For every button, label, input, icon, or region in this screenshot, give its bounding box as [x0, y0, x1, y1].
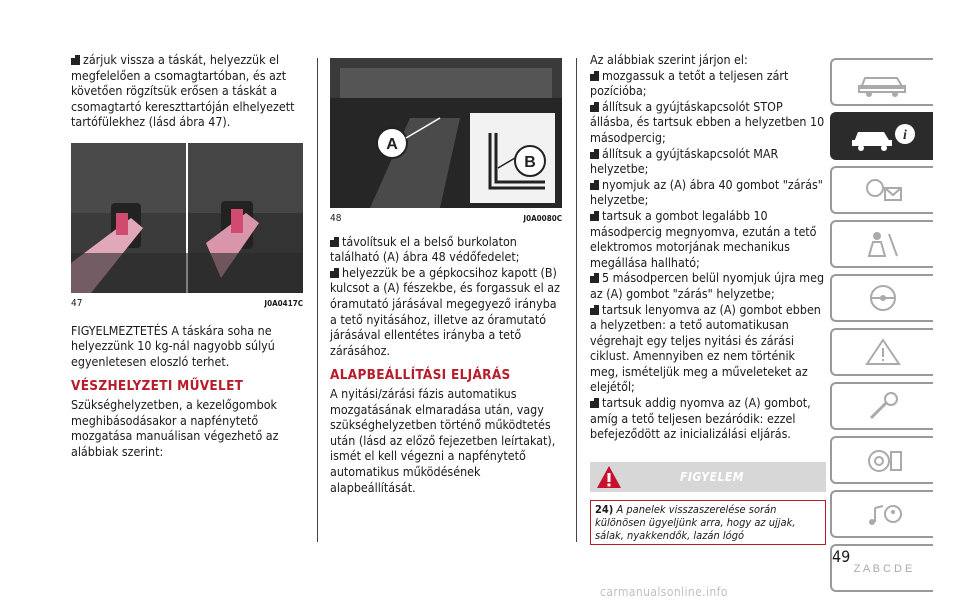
figure-48 — [330, 58, 562, 227]
tab-car-info[interactable] — [830, 112, 933, 160]
list-item: 5 másodpercen belül nyomjuk újra meg az (A) gombot "zárás" helyzetbe; — [590, 270, 825, 301]
bullet-icon — [590, 102, 599, 112]
column-1 — [71, 52, 303, 459]
column-divider-1 — [317, 58, 318, 542]
figure-image — [330, 58, 562, 208]
callout-a: A — [386, 136, 398, 153]
bag-strap-photo — [71, 143, 303, 293]
tab-multimedia[interactable] — [830, 490, 933, 538]
tab-warning-lights[interactable] — [830, 166, 933, 214]
figure-image — [71, 143, 303, 293]
tab-driving[interactable] — [830, 274, 933, 322]
bullet-icon — [330, 268, 339, 278]
figure-code: J0A0080C — [523, 214, 562, 223]
bullet-icon — [71, 55, 80, 65]
section-heading: ALAPBEÁLLÍTÁSI ELJÁRÁS — [330, 367, 511, 384]
bullet-icon — [590, 305, 599, 315]
paragraph: Az alábbiak szerint járjon el: — [590, 52, 748, 67]
chapter-sidebar — [830, 58, 933, 598]
svg-text:Z A B C D E: Z A B C D E — [853, 563, 912, 575]
warning-header — [590, 462, 826, 492]
breakdown-icon — [853, 336, 913, 368]
figure-caption — [330, 211, 562, 227]
bullet-icon — [590, 273, 599, 283]
driving-icon — [853, 282, 913, 314]
technical-data-icon — [853, 444, 913, 476]
tab-technical-data[interactable] — [830, 436, 933, 484]
maintenance-icon — [853, 390, 913, 422]
column-divider-2 — [576, 58, 577, 542]
list-item: tartsuk a gombot legalább 10 másodpercig megnyomva, ezután a tető elektromos motorjának mechanikus megállása hallható; — [590, 207, 817, 270]
paragraph: A nyitási/zárási fázis automatikus mozgatásának elmaradása után, vagy szükséghelyzetben történő működtetés után (lásd az előző fejezetben leírtakat), ismét el kell végezni a napfénytető automatikus működésének alapbeállítását. — [330, 385, 556, 495]
warning-triangle-icon — [596, 465, 622, 489]
list-item: tartsuk addig nyomva az (A) gombot, amíg a tető teljesen bezáródik: ezzel befejeződött az inicializálási eljárás. — [590, 395, 811, 442]
warning-box — [590, 462, 826, 545]
svg-text:i: i — [902, 128, 907, 143]
multimedia-icon — [853, 498, 913, 530]
warning-title: FIGYELEM — [680, 469, 744, 484]
column-3 — [590, 52, 826, 545]
tab-breakdown[interactable] — [830, 328, 933, 376]
car-info-icon — [848, 120, 918, 152]
warning-lights-icon — [853, 174, 913, 206]
warning-number: 24) — [595, 502, 614, 516]
callout-b: B — [524, 154, 536, 171]
bullet-icon — [590, 149, 599, 159]
tab-maintenance[interactable] — [830, 382, 933, 430]
list-item: nyomjuk az (A) ábra 40 gombot "zárás" helyzetbe; — [590, 176, 823, 208]
figure-code: J0A0417C — [264, 298, 303, 308]
list-item: távolítsuk el a belső burkolaton található (A) ábra 48 védőfedelet; — [330, 233, 520, 265]
list-item: állítsuk a gyújtáskapcsolót STOP állásba, és tartsuk ebben a helyzetben 10 másodpercig; — [590, 98, 825, 145]
bullet-icon — [330, 237, 339, 247]
tab-car[interactable] — [830, 58, 933, 106]
list-item: helyezzük be a gépkocsihoz kapott (B) kulcsot a (A) fészekbe, és forgassuk el az óramutató járásával megegyező irányba a tető nyitásához, illetve az óramutató járásával ellentétes irányba a tető zárásához. — [330, 264, 560, 358]
footer-watermark: carmanualsonline.info — [600, 585, 728, 599]
sunroof-photo — [330, 58, 562, 208]
paragraph: FIGYELMEZTETÉS A táskára soha ne helyezzünk 10 kg-nál nagyobb súlyú egyenletesen eloszló terhet. — [71, 322, 275, 369]
tab-safety[interactable] — [830, 220, 933, 268]
bullet-icon — [590, 71, 599, 81]
figure-47 — [71, 143, 303, 312]
index-icon — [853, 550, 913, 586]
paragraph: zárjuk vissza a táskát, helyezzük el megfelelően a csomagtartóban, és azt követően rögzítsük erősen a táskát a csomagtartó kereszttartóján elhelyezett tartófülekhez (lásd ábra 47). — [71, 52, 295, 130]
paragraph: Szükséghelyzetben, a kezelőgombok meghibásodásakor a napfénytető mozgatása manuálisan végezhető az alábbiak szerint: — [71, 396, 279, 459]
section-heading: VÉSZHELYZETI MŰVELET — [71, 378, 244, 395]
bullet-icon — [590, 398, 599, 408]
bullet-icon — [590, 180, 599, 190]
list-item: tartsuk lenyomva az (A) gombot ebben a helyzetben: a tető automatikusan végrehajt egy teljes nyitási és zárási ciklust. Amennyiben ez nem történik meg, ismételjük meg a műveleteket az elejétől; — [590, 301, 821, 395]
safety-icon — [853, 228, 913, 260]
page-number: 49 — [832, 547, 851, 566]
figure-number: 47 — [71, 297, 83, 309]
list-item: mozgassuk a tetőt a teljesen zárt pozícióba; — [590, 67, 789, 99]
column-2 — [330, 58, 562, 495]
list-item: állítsuk a gyújtáskapcsolót MAR helyzetbe; — [590, 145, 779, 177]
figure-number: 48 — [330, 213, 342, 224]
car-icon — [853, 66, 913, 98]
warning-text: 24) A panelek visszaszerelése során különösen ügyeljünk arra, hogy az ujjak, sálak, nyakkendők, lazán lógó — [590, 500, 826, 545]
bullet-icon — [590, 211, 599, 221]
figure-caption — [71, 296, 303, 312]
